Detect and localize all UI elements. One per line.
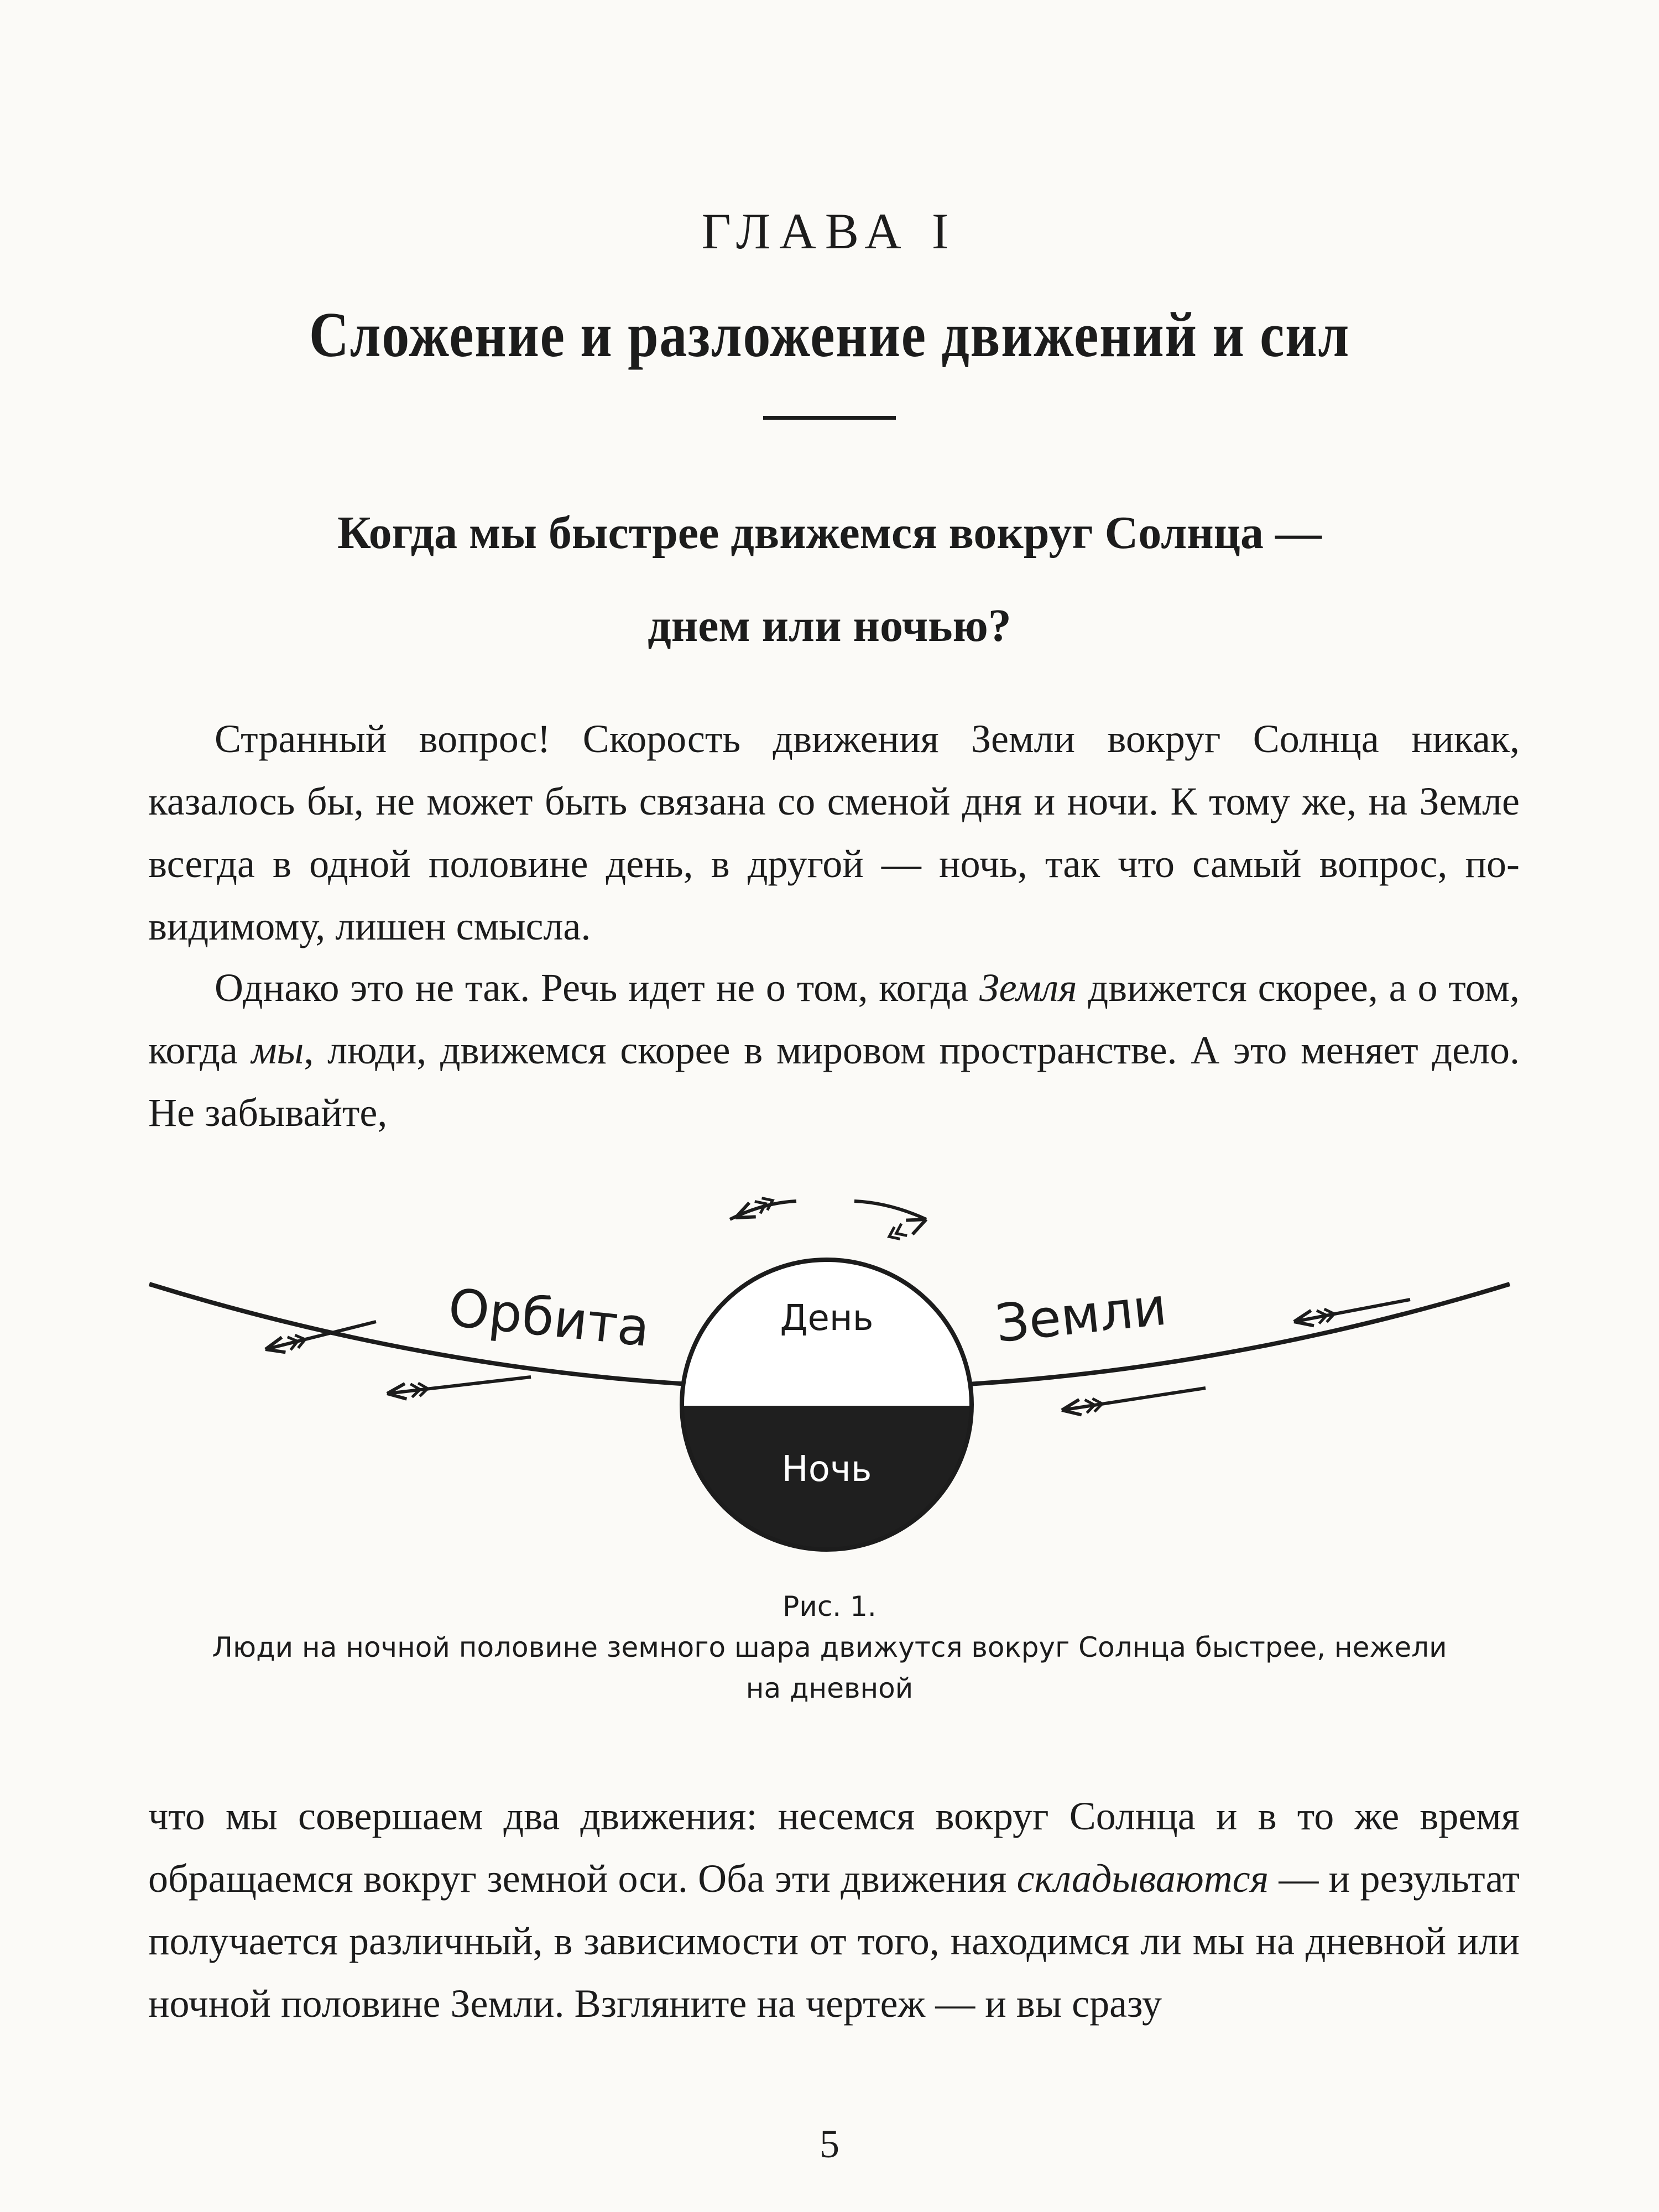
rotation-arrow-top-left xyxy=(730,1193,796,1225)
chapter-title: Сложение и разложение движений и сил xyxy=(309,300,1350,371)
label-night: Ночь xyxy=(781,1449,872,1490)
label-day: День xyxy=(780,1298,874,1339)
paragraph-3 xyxy=(148,1785,1520,2035)
paragraph-3-part-2: — и результат получается различный, в зависимости от того, находимся ли мы на дневной или ночной половине Земли. Взгляните на чертеж — и вы сразу xyxy=(148,1856,1520,2026)
figure-caption xyxy=(0,1586,1659,1709)
label-orbit: Орбита xyxy=(445,1277,653,1359)
paragraph-2-part-1: Однако это не так. Речь идет не о том, когда xyxy=(215,966,979,1010)
paragraph-3-text xyxy=(148,1785,1520,2035)
paragraph-3-emphasis: складываются xyxy=(1016,1856,1269,1901)
paragraph-2-emphasis-1: Земля xyxy=(979,966,1077,1010)
title-divider xyxy=(763,416,896,420)
rotation-arrow-top-right xyxy=(854,1201,930,1244)
section-title-line-2: днем или ночью? xyxy=(648,600,1011,651)
section-title xyxy=(0,487,1659,672)
motion-arrow-right-lower xyxy=(1061,1388,1206,1418)
paragraph-2-part-2: движется скорее, а о том, когда xyxy=(148,966,1520,1072)
label-earth: Земли xyxy=(993,1276,1170,1355)
paragraph-3-part-1: что мы совершаем два движения: несемся вокруг Солнца и в то же время обращаемся вокруг земной оси. Оба эти движения xyxy=(148,1794,1520,1901)
caption-line-1: Люди на ночной половине земного шара движутся вокруг Солнца быстрее, нежели xyxy=(212,1631,1447,1663)
paragraph-2 xyxy=(148,957,1520,1144)
figure-earth-orbit xyxy=(0,1150,1659,1582)
paragraph-1 xyxy=(148,708,1520,958)
page-number: 5 xyxy=(820,2122,839,2166)
paragraph-1-text: Странный вопрос! Скорость движения Земли вокруг Солнца никак, казалось бы, не может быть связана со сменой дня и ночи. К тому же, на Земле всегда в одной половине день, в другой — ночь, так что самый вопрос, по-видимому, лишен смысла. xyxy=(148,717,1520,948)
chapter-label: ГЛАВА I xyxy=(701,203,958,259)
section-title-line-1: Когда мы быстрее движемся вокруг Солнца — xyxy=(337,507,1322,559)
earth-globe xyxy=(664,1233,995,1582)
motion-arrow-left-lower xyxy=(386,1377,531,1401)
paragraph-2-text xyxy=(148,957,1520,1144)
caption-line-2: на дневной xyxy=(745,1672,914,1704)
paragraph-2-emphasis-2: мы xyxy=(251,1028,304,1072)
paragraph-2-part-3: , люди, движемся скорее в мировом пространстве. А это меняет дело. Не забывайте, xyxy=(148,1028,1520,1135)
caption-number: Рис. 1. xyxy=(782,1590,877,1623)
